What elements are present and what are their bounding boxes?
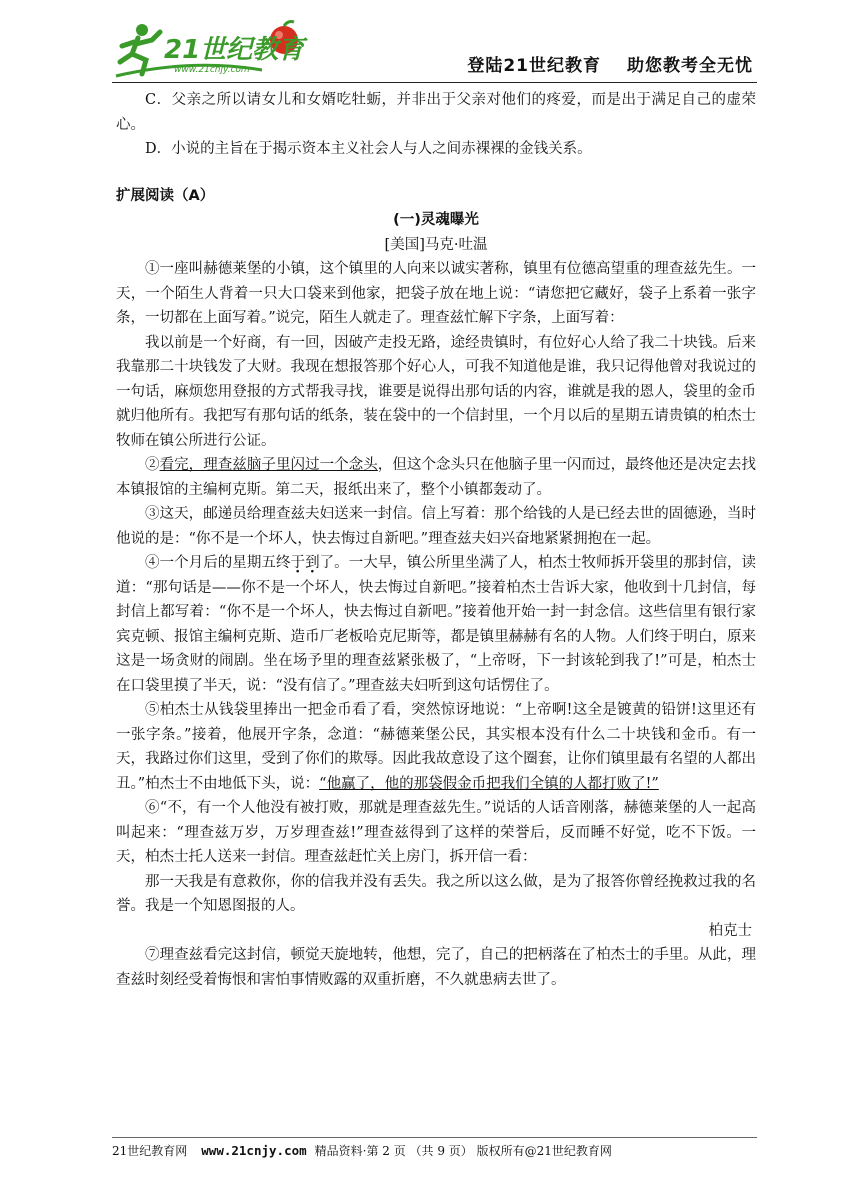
logo-text: 21世纪教育: [164, 35, 305, 65]
emphasis-dot-1: 终: [275, 555, 291, 571]
letter-signature: 柏克士: [708, 922, 752, 939]
underlined-sentence-2: “他赢了，他的那袋假金币把我们全镇的人都打败了!”: [319, 775, 659, 792]
letter-from-stranger: 我以前是一个好商，有一回，因破产走投无路，途经贵镇时，有位好心人给了我二十块钱。后来我靠那二十块钱发了大财。我现在想报答那个好心人，可我不知道他是谁，我只记得他曾对我说过的一句话，麻烦您用登报的方式帮我寻找，谁要是说得出那句话的内容，谁就是我的恩人，袋里的金币就归他所有。我把写有那句话的纸条，装在袋中的一个信封里，一个月以后的星期五请贵镇的柏杰士牧师在镇公所进行公证。: [116, 334, 756, 449]
slogan-left: 登陆21世纪教育: [467, 56, 601, 76]
paragraph-5-start: ⑤柏杰士从钱袋里捧出一把金币看了看，突然惊讶地说：“上帝啊!这全是镀黄的铅饼!这里还有一张字条。”接着，他展开字条，念道：“赫德莱堡公民，其实根本没有什么二十块钱和金币。有一天，我路过你们这里，受到了你们的欺辱。因此我故意设了这个圈套，让你们镇里最有名望的人都出丑。”柏杰士不由地低下头，说：: [116, 702, 756, 792]
paragraph-5: [116, 698, 756, 796]
header-slogan: [467, 51, 753, 76]
page-footer: [112, 1137, 757, 1160]
story-title: (一)灵魂曝光: [393, 212, 479, 228]
page-header: [112, 18, 757, 83]
paragraph-4-rest: 到了。一大早，镇公所里坐满了人，柏杰士牧师拆开袋里的那封信，读道：“那句话是——你不是一个坏人，快去悔过自新吧。”接着柏杰士告诉大家，他收到十几封信，每封信上都写着：“你不是一个坏人，快去悔过自新吧。”接着他开始一封一封念信。这些信里有银行家宾克顿、报馆主编柯克斯、造币厂老板哈克尼斯等，都是镇里赫赫有名的人物。人们终于明白，原来这是一场贪财的闹剧。坐在场予里的理查兹紧张极了，“上帝呀，下一封该轮到我了!”可是，柏杰士在口袋里摸了半天，说：“没有信了。”理查兹夫妇听到这句话愣住了。: [116, 555, 757, 694]
section-heading: 扩展阅读（A）: [116, 187, 215, 204]
page-content: [116, 88, 756, 992]
paragraph-1: ①一座叫赫德莱堡的小镇，这个镇里的人向来以诚实著称，镇里有位德高望重的理查兹先生。一天，一个陌生人背着一只大口袋来到他家，把袋子放在地上说：“请您把它藏好，袋子上系着一张字条，一切都在上面写着。”说完，陌生人就走了。理查兹忙解下字条，上面写着：: [116, 261, 756, 326]
option-d: D．小说的主旨在于揭示资本主义社会人与人之间赤裸裸的金钱关系。: [145, 141, 592, 157]
paragraph-4-start: ④一个月后的星期五: [145, 555, 276, 571]
paragraph-2-rest: ，但这个念头只在他脑子里一闪而过，最终他还是决定去找本镇报馆的主编柯克斯。第二天，报纸出来了，整个小镇都轰动了。: [116, 457, 757, 498]
site-logo: [112, 18, 312, 80]
paragraph-2: [116, 453, 756, 502]
underlined-sentence-1: 看完，理查兹脑子里闪过一个念头: [159, 457, 378, 473]
paragraph-6: ⑥“不，有一个人他没有被打败，那就是理查兹先生。”说话的人话音刚落，赫德莱堡的人一起高叫起来：“理查兹万岁，万岁理查兹!”理查兹得到了这样的荣誉后，反而睡不好觉，吃不下饭。一天，柏杰士托人送来一封信。理查兹赶忙关上房门，拆开信一看：: [116, 800, 756, 865]
option-c: C．父亲之所以请女儿和女婿吃牡蛎，并非出于父亲对他们的疼爱，而是出于满足自己的虚荣心。: [116, 92, 756, 133]
footer-site-link[interactable]: www.21cnjy.com: [201, 1143, 307, 1158]
paragraph-7: ⑦理查兹看完这封信，顿觉天旋地转，他想，完了，自己的把柄落在了柏杰士的手里。从此，理查兹时刻经受着悔恨和害怕事情败露的双重折磨，不久就患病去世了。: [116, 947, 756, 988]
logo-url: www.21cnjy.com: [174, 65, 250, 75]
emphasis-dot-2: 于: [290, 555, 306, 571]
runner-icon: [120, 24, 160, 74]
slogan-right: 助您教考全无忧: [627, 56, 753, 76]
footer-right: 精品资料·第 2 页 （共 9 页） 版权所有@21世纪教育网: [314, 1144, 612, 1158]
footer-left: 21世纪教育网: [112, 1144, 188, 1158]
letter-from-burgess: 那一天我是有意救你，你的信我并没有丢失。我之所以这么做，是为了报答你曾经挽救过我的名誉。我是一个知恩图报的人。: [116, 873, 756, 914]
story-author: [美国]马克·吐温: [384, 236, 488, 253]
paragraph-2-number: ②: [145, 457, 160, 473]
paragraph-4: [116, 551, 756, 698]
paragraph-3: ③这天，邮递员给理查兹夫妇送来一封信。信上写着：那个给钱的人是已经去世的固德逊，当时他说的是：“你不是一个坏人，快去悔过自新吧。”理查兹夫妇兴奋地紧紧拥抱在一起。: [116, 506, 756, 547]
